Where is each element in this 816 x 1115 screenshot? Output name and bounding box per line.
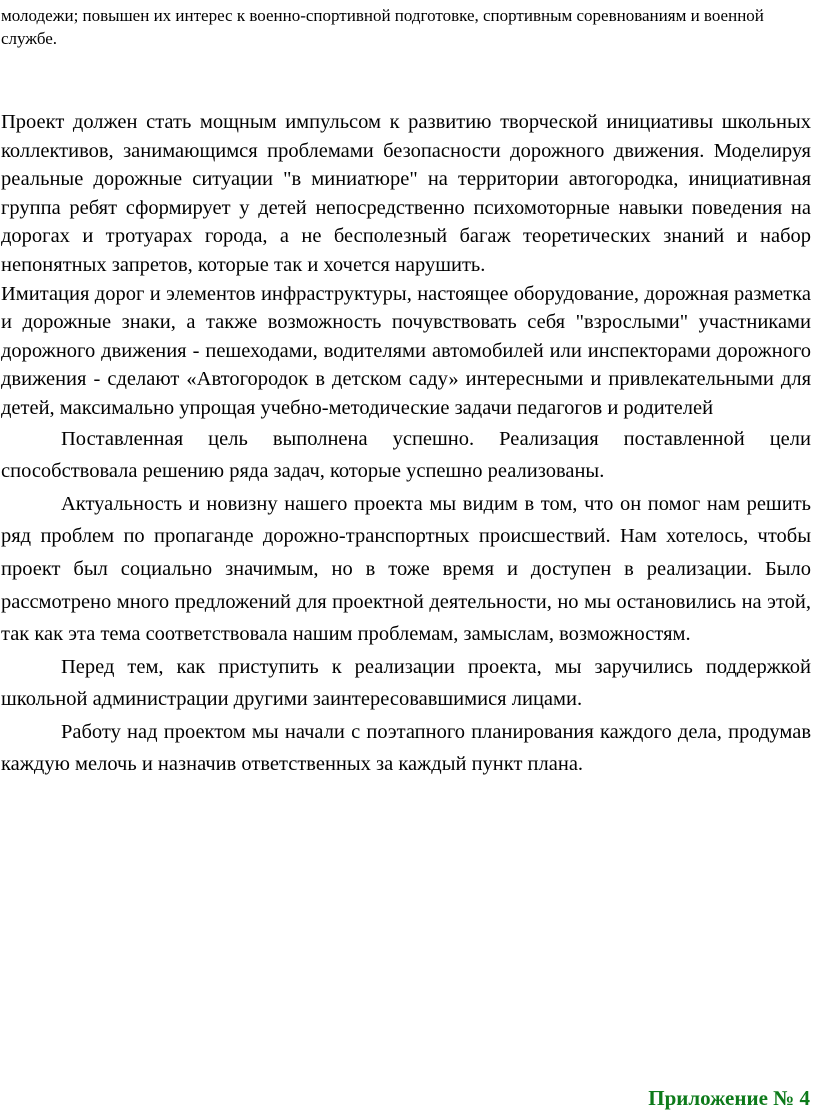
continued-text: молодежи; повышен их интерес к военно-спортивной подготовке, спортивным соревнованиям и военной службе. [1,6,764,48]
appendix-label: Приложение № 4 [648,1086,810,1110]
paragraph-relevance: Актуальность и новизну нашего проекта мы видим в том, что он помог нам решить ряд проблем по пропаганде дорожно-транспортных происшествий. Нам хотелось, чтобы проект был социально значимым, но в тоже время и доступен в реализации. Было рассмотрено много предложений для проектной деятельности, но мы остановились на этой, так как эта тема соответствовала нашим проблемам, замыслам, возможностям. [1,492,811,646]
paragraph-support: Перед тем, как приступить к реализации проекта, мы заручились поддержкой школьной администрации другими заинтересовавшимися лицами. [1,655,811,711]
document-body [1,108,811,781]
paragraph-project-impulse: Проект должен стать мощным импульсом к развитию творческой инициативы школьных коллективов, занимающимся проблемами безопасности дорожного движения. Моделируя реальные дорожные ситуации "в миниатюре" на территории автогородка, инициативная группа ребят сформирует у детей непосредственно психомоторные навыки поведения на дорогах и тротуарах города, а не бесполезный багаж теоретических знаний и набор непонятных запретов, которые так и хочется нарушить. [1,111,811,276]
paragraph-goal-achieved: Поставленная цель выполнена успешно. Реализация поставленной цели способствовала решению ряда задач, которые успешно реализованы. [1,427,811,483]
paragraph-planning: Работу над проектом мы начали с поэтапного планирования каждого дела, продумав каждую мелочь и назначив ответственных за каждый пункт плана. [1,720,811,776]
paragraph-infrastructure: Имитация дорог и элементов инфраструктуры, настоящее оборудование, дорожная разметка и дорожные знаки, а также возможность почувствовать себя "взрослыми" участниками дорожного движения - пешеходами, водителями автомобилей или инспекторами дорожного движения - сделают «Автогородок в детском саду» интересными и привлекательными для детей, максимально упрощая учебно-методические задачи педагогов и родителей [1,282,811,419]
